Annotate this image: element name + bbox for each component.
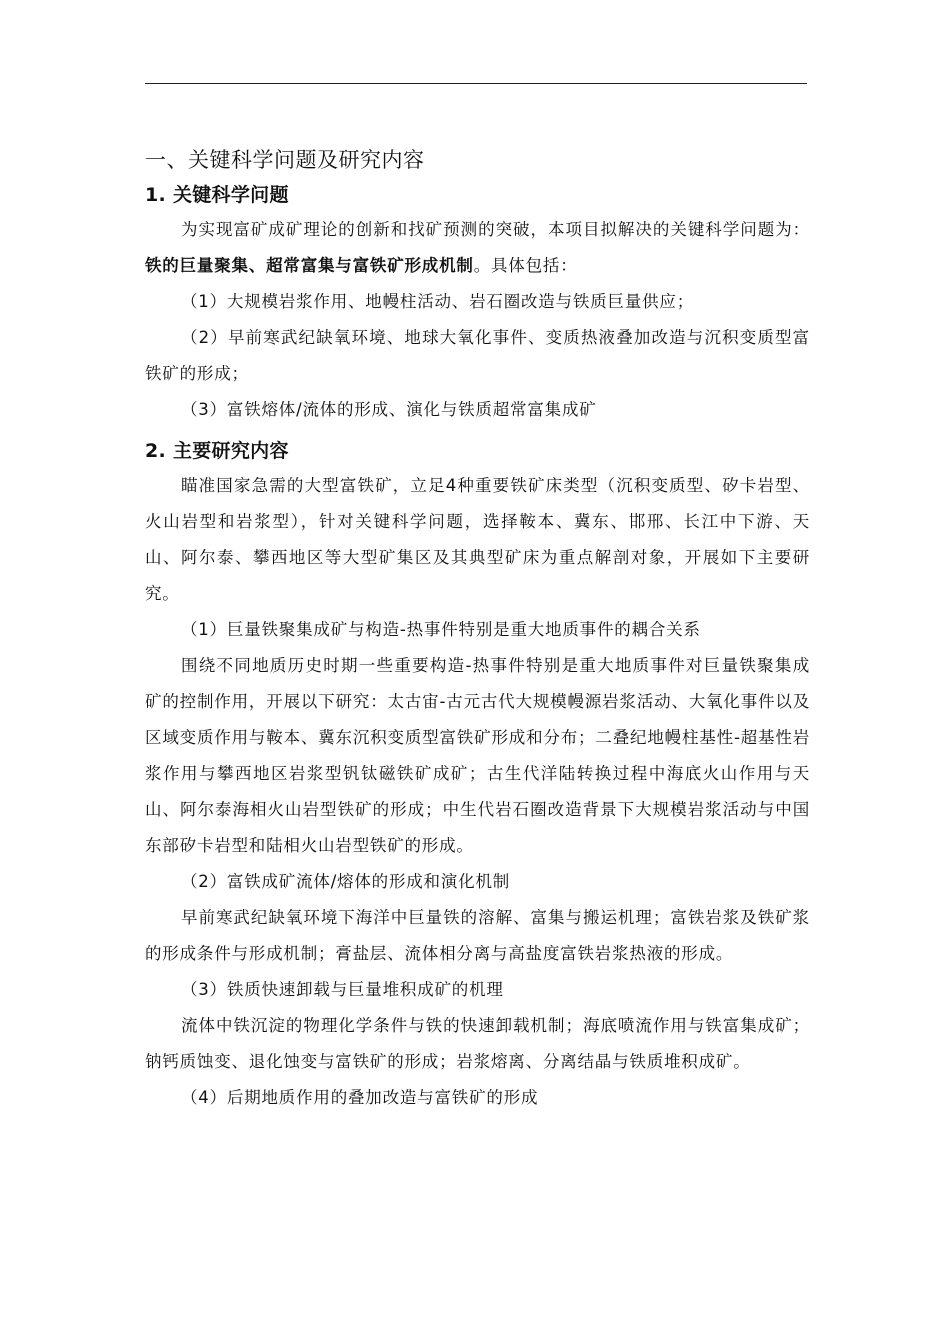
- key-question-item: （3）富铁熔体/流体的形成、演化与铁质超常富集成矿: [181, 400, 597, 419]
- document-body: [145, 140, 810, 1116]
- research-topic-heading: （2）富铁成矿流体/熔体的形成和演化机制: [181, 872, 511, 891]
- subsection-title-key-questions: 1. 关键科学问题: [145, 184, 289, 206]
- research-topic-body: 早前寒武纪缺氧环境下海洋中巨量铁的溶解、富集与搬运机理；富铁岩浆及铁矿浆的形成条件与形成机制；膏盐层、流体相分离与高盐度富铁岩浆热液的形成。: [145, 908, 810, 963]
- research-topic-heading: （4）后期地质作用的叠加改造与富铁矿的形成: [181, 1088, 539, 1107]
- intro-text-end: 。具体包括：: [473, 256, 578, 275]
- key-questions-intro: [145, 212, 810, 284]
- research-topic-heading: （1）巨量铁聚集成矿与构造-热事件特别是重大地质事件的耦合关系: [181, 620, 701, 639]
- intro-text: 为实现富矿成矿理论的创新和找矿预测的突破，本项目拟解决的关键科学问题为：: [181, 220, 810, 239]
- header-rule: [145, 83, 807, 84]
- intro-emphasis: 铁的巨量聚集、超常富集与富铁矿形成机制: [145, 256, 474, 275]
- key-question-item: （2）早前寒武纪缺氧环境、地球大氧化事件、变质热液叠加改造与沉积变质型富铁矿的形成；: [145, 328, 810, 383]
- research-topic-body: 围绕不同地质历史时期一些重要构造-热事件特别是重大地质事件对巨量铁聚集成矿的控制作用，开展以下研究：太古宙-古元古代大规模幔源岩浆活动、大氧化事件以及区域变质作用与鞍本、冀东沉积变质型富铁矿形成和分布；二叠纪地幔柱基性-超基性岩浆作用与攀西地区岩浆型钒钛磁铁矿成矿；古生代洋陆转换过程中海底火山作用与天山、阿尔泰海相火山岩型铁矿的形成；中生代岩石圈改造背景下大规模岩浆活动与中国东部矽卡岩型和陆相火山岩型铁矿的形成。: [145, 656, 810, 855]
- research-topic-body: 流体中铁沉淀的物理化学条件与铁的快速卸载机制；海底喷流作用与铁富集成矿；钠钙质蚀变、退化蚀变与富铁矿的形成；岩浆熔离、分离结晶与铁质堆积成矿。: [145, 1016, 810, 1071]
- research-content-intro: 瞄准国家急需的大型富铁矿，立足4种重要铁矿床类型（沉积变质型、矽卡岩型、火山岩型和岩浆型），针对关键科学问题，选择鞍本、冀东、邯邢、长江中下游、天山、阿尔泰、攀西地区等大型矿集区及其典型矿床为重点解剖对象，开展如下主要研究。: [145, 476, 810, 603]
- key-question-item: （1）大规模岩浆作用、地幔柱活动、岩石圈改造与铁质巨量供应；: [181, 292, 694, 311]
- section-title: 一、关键科学问题及研究内容: [145, 148, 425, 172]
- subsection-title-research-content: 2. 主要研究内容: [145, 440, 289, 462]
- research-topic-heading: （3）铁质快速卸载与巨量堆积成矿的机理: [181, 980, 504, 999]
